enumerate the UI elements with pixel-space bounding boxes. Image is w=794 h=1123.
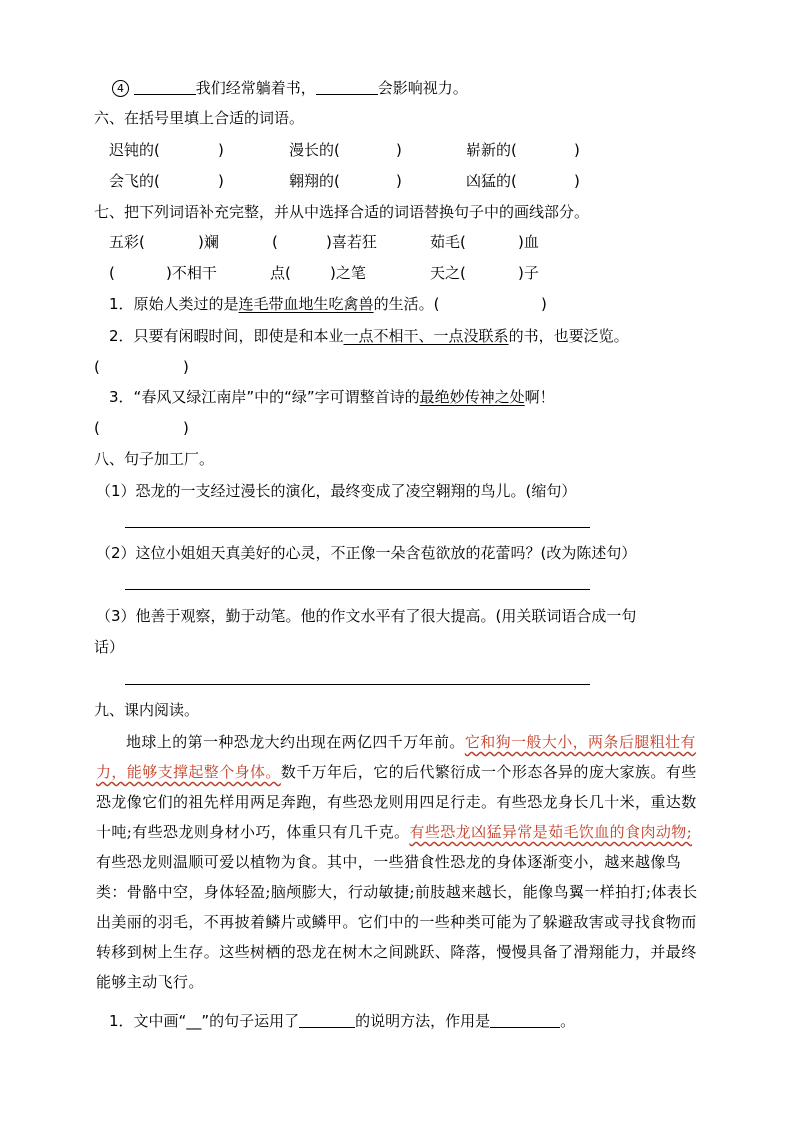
section-7-title: 七、把下列词语补充完整，并从中选择合适的词语替换句子中的画线部分。 xyxy=(94,203,590,221)
wavy-underlined-sentence: 它和狗一般大小，两条后腿粗壮有力，能够支撑起整个身体。 xyxy=(96,733,696,781)
rewrite-question-1: （1）恐龙的一支经过漫长的演化，最终变成了凌空翱翔的鸟儿。(缩句） xyxy=(96,482,577,500)
sentence-2: 2．只要有闲暇时间，即使是和本业一点不相干、一点没联系的书，也要泛览。 xyxy=(109,327,629,345)
rewrite-question-3-cont: 话） xyxy=(94,638,125,656)
word-item: ( xyxy=(109,264,115,282)
answer-line[interactable] xyxy=(125,527,590,528)
word-item: 天之( xyxy=(430,264,466,282)
answer-blank[interactable] xyxy=(134,79,196,95)
reading-passage: 地球上的第一种恐龙大约出现在两亿四千万年前。它和狗一般大小，两条后腿粗壮有力，能够支撑起整个身体。数千万年后，它的后代繁衍成一个形态各异的庞大家族。有些恐龙像它们的祖先样用两足奔跑，有些恐龙则用四足行走。有些恐龙身长几十米，重达数十吨;有些恐龙则身材小巧，体重只有几千克。有些恐龙凶猛异常是茹毛饮血的食肉动物;有些恐龙则温顺可爱以植物为食。其中，一些猎食性恐龙的身体逐渐变小，越来越像鸟类：骨骼中空，身体轻盈;脑颅膨大，行动敏捷;前肢越来越长，能像鸟翼一样拍打;体表长出美丽的羽毛，不再披着鳞片或鳞甲。它们中的一些种类可能为了躲避敌害或寻找食物而转移到树上生存。这些树栖的恐龙在树木之间跳跃、降落，慢慢具备了滑翔能力，并最终能够主动飞行。 xyxy=(96,733,698,991)
answer-paren-open[interactable]: ( xyxy=(94,358,100,376)
sentence-1: 1．原始人类过的是连毛带血地生吃禽兽的生活。( xyxy=(109,295,440,313)
answer-line[interactable] xyxy=(125,589,590,590)
word-item: )喜若狂 xyxy=(326,233,377,251)
word-item: 点( xyxy=(270,264,291,282)
answer-paren-close[interactable]: ) xyxy=(183,358,189,376)
answer-paren-close[interactable]: ) xyxy=(541,295,547,313)
fill-item[interactable]: 漫长的( xyxy=(289,141,340,159)
fill-item[interactable]: 翱翔的( xyxy=(289,172,340,190)
answer-paren-open[interactable]: ( xyxy=(94,419,100,437)
answer-blank[interactable] xyxy=(316,79,378,95)
sentence-3: 3．“春风又绿江南岸”中的“绿”字可谓整首诗的最绝妙传神之处啊！ xyxy=(109,388,555,406)
fill-item[interactable]: 会飞的( xyxy=(109,172,160,190)
circled-number: 4 xyxy=(112,80,129,97)
question-4-line: 4 我们经常躺着书， 会影响视力。 xyxy=(112,78,468,98)
reading-question-1: 1．文中画“__”的句子运用了 的说明方法，作用是 。 xyxy=(109,1012,576,1030)
word-item: )之笔 xyxy=(330,264,366,282)
section-8-title: 八、句子加工厂。 xyxy=(94,450,215,468)
answer-blank[interactable] xyxy=(299,1012,355,1028)
answer-line[interactable] xyxy=(125,684,590,685)
fill-item[interactable]: 凶猛的( xyxy=(466,172,517,190)
answer-paren-close[interactable]: ) xyxy=(183,419,189,437)
section-9-title: 九、课内阅读。 xyxy=(94,701,200,719)
word-item: )血 xyxy=(518,233,539,251)
answer-blank[interactable] xyxy=(490,1012,560,1028)
word-item: 茹毛( xyxy=(430,233,466,251)
fill-item[interactable]: 迟钝的( xyxy=(109,141,160,159)
rewrite-question-3: （3）他善于观察，勤于动笔。他的作文水平有了很大提高。(用关联词语合成一句 xyxy=(96,607,637,625)
word-item: )子 xyxy=(518,264,539,282)
fill-item[interactable]: 崭新的( xyxy=(466,141,517,159)
rewrite-question-2: （2）这位小姐姐天真美好的心灵，不正像一朵含苞欲放的花蕾吗？(改为陈述句） xyxy=(96,544,637,562)
word-item: )斓 xyxy=(198,233,219,251)
section-6-title: 六、在括号里填上合适的词语。 xyxy=(94,109,305,127)
wavy-underlined-sentence: 有些恐龙凶猛异常是茹毛饮血的食肉动物; xyxy=(409,823,693,841)
word-item: ( xyxy=(272,233,278,251)
word-item: 五彩( xyxy=(109,233,145,251)
word-item: )不相干 xyxy=(166,264,217,282)
